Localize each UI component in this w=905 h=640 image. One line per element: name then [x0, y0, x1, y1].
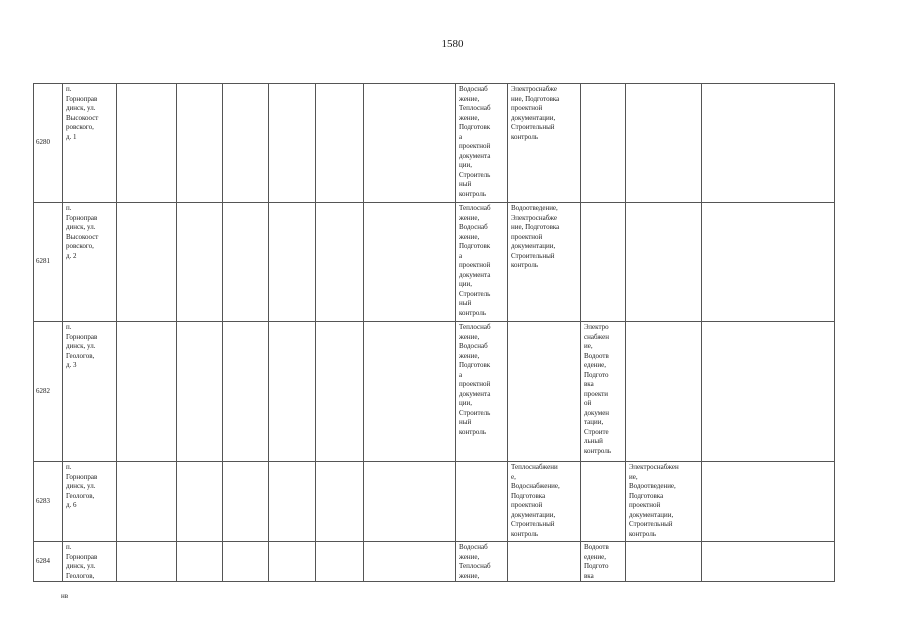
empty-cell [702, 542, 835, 582]
empty-cell [223, 462, 269, 542]
row-number: 6280 [34, 84, 63, 203]
works-cell: Теплоснаб жение, Водоснаб жение, Подготовк а проектной документа ции, Строитель ный контроль [456, 203, 508, 322]
empty-cell [702, 322, 835, 462]
works-cell: Водоснаб жение, Теплоснаб жение, Подготовк а проектной документа ции, Строитель ный контроль [456, 84, 508, 203]
empty-cell [269, 322, 316, 462]
works-cell [581, 203, 626, 322]
empty-cell [702, 462, 835, 542]
works-cell: Теплоснаб жение, Водоснаб жение, Подготовк а проектной документа ции, Строитель ный контроль [456, 322, 508, 462]
empty-cell [269, 542, 316, 582]
empty-cell [177, 542, 223, 582]
empty-cell [364, 203, 456, 322]
row-number: 6281 [34, 203, 63, 322]
works-cell: Теплоснабжени е, Водоснабжение, Подготовка проектной документации, Строительный контроль [508, 462, 581, 542]
empty-cell [117, 542, 177, 582]
empty-cell [269, 84, 316, 203]
address-cell: п. Горноправ динск, ул. Геологов, [63, 542, 117, 582]
empty-cell [117, 462, 177, 542]
empty-cell [316, 462, 364, 542]
works-cell: Водоснаб жение, Теплоснаб жение, [456, 542, 508, 582]
empty-cell [364, 542, 456, 582]
empty-cell [223, 322, 269, 462]
empty-cell [177, 84, 223, 203]
empty-cell [223, 84, 269, 203]
works-cell [626, 542, 702, 582]
works-cell [626, 84, 702, 203]
works-cell: Электро снабжен ие, Водоотв едение, Подгото вка проекти ой докумен тации, Строите льный контроль [581, 322, 626, 462]
empty-cell [316, 542, 364, 582]
works-cell: Водоотведение, Электроснабже ние, Подготовка проектной документации, Строительный контроль [508, 203, 581, 322]
footer-mark: нв [61, 592, 69, 600]
works-cell: Электроснабжен ие, Водоотведение, Подготовка проектной документации, Строительный контроль [626, 462, 702, 542]
works-cell: Водоотв едение, Подгото вка [581, 542, 626, 582]
row-number: 6283 [34, 462, 63, 542]
row-number: 6282 [34, 322, 63, 462]
empty-cell [702, 84, 835, 203]
works-cell [581, 84, 626, 203]
empty-cell [177, 462, 223, 542]
empty-cell [364, 84, 456, 203]
data-table [33, 83, 835, 582]
empty-cell [316, 84, 364, 203]
empty-cell [223, 542, 269, 582]
empty-cell [316, 203, 364, 322]
works-cell [508, 542, 581, 582]
table-row [34, 322, 835, 462]
empty-cell [117, 322, 177, 462]
empty-cell [177, 322, 223, 462]
page-number: 1580 [441, 38, 464, 50]
works-cell [581, 462, 626, 542]
works-cell [456, 462, 508, 542]
empty-cell [364, 462, 456, 542]
works-cell: Электроснабже ние, Подготовка проектной документации, Строительный контроль [508, 84, 581, 203]
empty-cell [364, 322, 456, 462]
address-cell: п. Горноправ динск, ул. Геологов, д. 3 [63, 322, 117, 462]
table-row [34, 84, 835, 203]
empty-cell [269, 203, 316, 322]
empty-cell [702, 203, 835, 322]
empty-cell [117, 203, 177, 322]
row-number: 6284 [34, 542, 63, 582]
empty-cell [316, 322, 364, 462]
empty-cell [117, 84, 177, 203]
address-cell: п. Горноправ динск, ул. Геологов, д. 6 [63, 462, 117, 542]
address-cell: п. Горноправ динск, ул. Высокоост ровского, д. 2 [63, 203, 117, 322]
works-cell [508, 322, 581, 462]
empty-cell [223, 203, 269, 322]
table-row [34, 203, 835, 322]
empty-cell [177, 203, 223, 322]
works-cell [626, 203, 702, 322]
address-cell: п. Горноправ динск, ул. Высокоост ровского, д. 1 [63, 84, 117, 203]
table-row [34, 462, 835, 542]
empty-cell [269, 462, 316, 542]
table-row [34, 542, 835, 582]
works-cell [626, 322, 702, 462]
